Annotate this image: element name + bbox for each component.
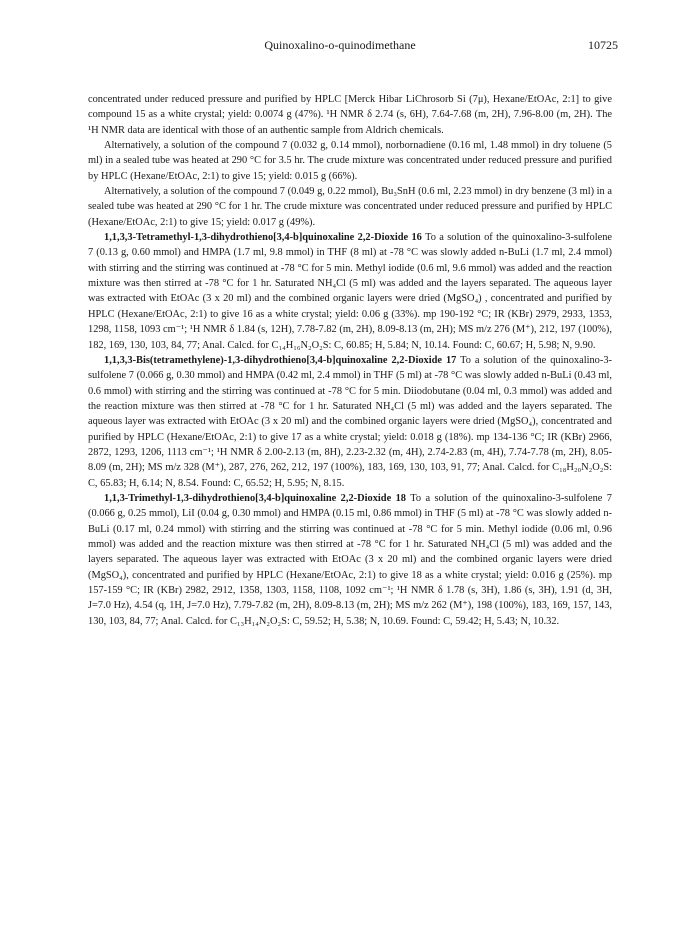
paragraph-text: concentrated under reduced pressure and purified by HPLC [Merck Hibar LiChrosorb Si (7μ), Hexane/EtOAc, 2:1] to give compound 15 as a white crystal; yield: 0.0074 g (47%). ¹H NMR δ 2.74 (s, 6H), 7.64-7.68 (m, 2H), 7.96-8.00 (m, 2H). The ¹H NMR data are identical with those of an authentic sample from Aldrich chemicals. bbox=[88, 94, 612, 136]
paragraph-continued bbox=[88, 92, 612, 138]
paragraph-alternative-bu3snh bbox=[88, 184, 612, 230]
paragraph-text: Alternatively, a solution of the compound 7 (0.049 g, 0.22 mmol), Bu₃SnH (0.6 ml, 2.23 mmol) in dry benzene (3 ml) in a sealed tube was heated at 290 °C for 1 hr. The crude mixture was concentrated under reduced pressure and purified by HPLC (Hexane/EtOAc, 2:1) to give 15; yield: 0.017 g (49%). bbox=[88, 186, 612, 228]
paragraph-compound-18 bbox=[88, 491, 612, 629]
paragraph-alternative-norbornadiene bbox=[88, 138, 612, 184]
page-header bbox=[0, 38, 680, 54]
compound-heading: 1,1,3,3-Tetramethyl-1,3-dihydrothieno[3,4-b]quinoxaline 2,2-Dioxide 16 bbox=[104, 232, 422, 244]
paragraph-compound-16 bbox=[88, 230, 612, 353]
paragraph-text: To a solution of the quinoxalino-3-sulfolene 7 (0.066 g, 0.25 mmol), LiI (0.04 g, 0.30 mmol) and HMPA (0.15 ml, 0.86 mmol) in THF (5 ml) at -78 °C was slowly added n-BuLi (0.17 ml, 0.24 mmol) with stirring and the stirring was continued at -78 °C for 5 min. Methyl iodide (0.06 ml, 0.96 mmol) was added and the reaction mixture was then stirred at -78 °C for 1 hr. Saturated NH₄Cl (5 ml) was added and the layers separated. The aqueous layer was extracted with EtOAc (3 x 20 ml) and the combined organic layers were dried (MgSO₄), concentrated and purified by HPLC (Hexane/EtOAc, 2:1) to give 18 as a white crystal; yield: 0.016 g (25%). mp 157-159 °C; IR (KBr) 2982, 2912, 1358, 1303, 1158, 1108, 1092 cm⁻¹; ¹H NMR δ 1.78 (s, 3H), 1.86 (s, 3H), 1.91 (d, 3H, J=7.0 Hz), 4.54 (q, 1H, J=7.0 Hz), 7.79-7.82 (m, 2H), 8.09-8.13 (m, 2H); MS m/z 262 (M⁺), 198 (100%), 183, 169, 157, 143, 130, 103, 84, 77; Anal. Calcd. for C₁₃H₁₄N₂O₂S: C, 59.52; H, 5.38; N, 10.69. Found: C, 59.42; H, 5.43; N, 10.32. bbox=[88, 492, 612, 627]
compound-heading: 1,1,3,3-Bis(tetramethylene)-1,3-dihydrothieno[3,4-b]quinoxaline 2,2-Dioxide 17 bbox=[104, 354, 457, 366]
paragraph-text: To a solution of the quinoxalino-3-sulfolene 7 (0.13 g, 0.60 mmol) and HMPA (1.7 ml, 9.8 mmol) in THF (8 ml) at -78 °C was slowly added n-BuLi (1.7 ml, 2.4 mmol) with stirring and the stirring was continued at -78 °C for 5 min. Methyl iodide (0.6 ml, 9.6 mmol) was added and the reaction mixture was then stirred at -78 °C for 1 hr. Saturated NH₄Cl (5 ml) was added and the layers separated. The aqueous layer was extracted with EtOAc (3 x 20 ml) and the combined organic layers were dried (MgSO₄) , concentrated and purified by HPLC (Hexane/EtOAc, 2:1) to give 16 as a white crystal; yield: 0.06 g (33%). mp 190-192 °C; IR (KBr) 2979, 2933, 1353, 1298, 1158, 1093 cm⁻¹; ¹H NMR δ 1.84 (s, 12H), 7.78-7.82 (m, 2H), 8.09-8.13 (m, 2H); MS m/z 276 (M⁺), 212, 197 (100%), 182, 169, 130, 103, 84, 77; Anal. Calcd. for C₁₄H₁₆N₂O₂S: C, 60.85; H, 5.84; N, 10.14. Found: C, 60.67; H, 5.98; N, 9.90. bbox=[88, 232, 612, 351]
paragraph-compound-17 bbox=[88, 353, 612, 491]
paragraph-text: To a solution of the quinoxalino-3-sulfolene 7 (0.066 g, 0.30 mmol) and HMPA (0.42 ml, 2.4 mmol) in THF (5 ml) at -78 °C was slowly added n-BuLi (0.43 ml, 0.6 mmol) with stirring and the stirring was continued at -78 °C for 5 min. Diiodobutane (0.04 ml, 0.3 mmol) was added and the reaction mixture was then stirred at -78 °C for 1 hr. Saturated NH₄Cl (5 ml) was added and the layers separated. The aqueous layer was extracted with EtOAc (3 x 20 ml) and the combined organic layers were dried (MgSO₄), concentrated and purified by HPLC (Hexane/EtOAc, 2:1) to give 17 as a white crystal; yield: 0.018 g (18%). mp 134-136 °C; IR (KBr) 2966, 2872, 1293, 1206, 1113 cm⁻¹; ¹H NMR δ 2.00-2.13 (m, 8H), 2.23-2.32 (m, 4H), 2.74-2.83 (m, 4H), 7.74-7.78 (m, 2H), 8.05-8.09 (m, 2H); MS m/z 328 (M⁺), 287, 276, 262, 212, 197 (100%), 183, 169, 130, 103, 91, 77; Anal. Calcd. for C₁₈H₂₀N₂O₂S: C, 65.83; H, 6.14; N, 8.54. Found: C, 65.52; H, 5.95; N, 8.15. bbox=[88, 354, 612, 489]
article-body bbox=[88, 92, 612, 629]
paragraph-text: Alternatively, a solution of the compound 7 (0.032 g, 0.14 mmol), norbornadiene (0.16 ml, 1.48 mmol) in dry toluene (5 ml) in a sealed tube was heated at 290 °C for 3.5 hr. The crude mixture was concentrated under reduced pressure and purified by HPLC (Hexane/EtOAc, 2:1) to give 15; yield: 0.015 g (66%). bbox=[88, 140, 612, 182]
compound-heading: 1,1,3-Trimethyl-1,3-dihydrothieno[3,4-b]quinoxaline 2,2-Dioxide 18 bbox=[104, 492, 406, 504]
running-title: Quinoxalino-o-quinodimethane bbox=[264, 38, 416, 52]
page-number: 10725 bbox=[588, 38, 618, 52]
